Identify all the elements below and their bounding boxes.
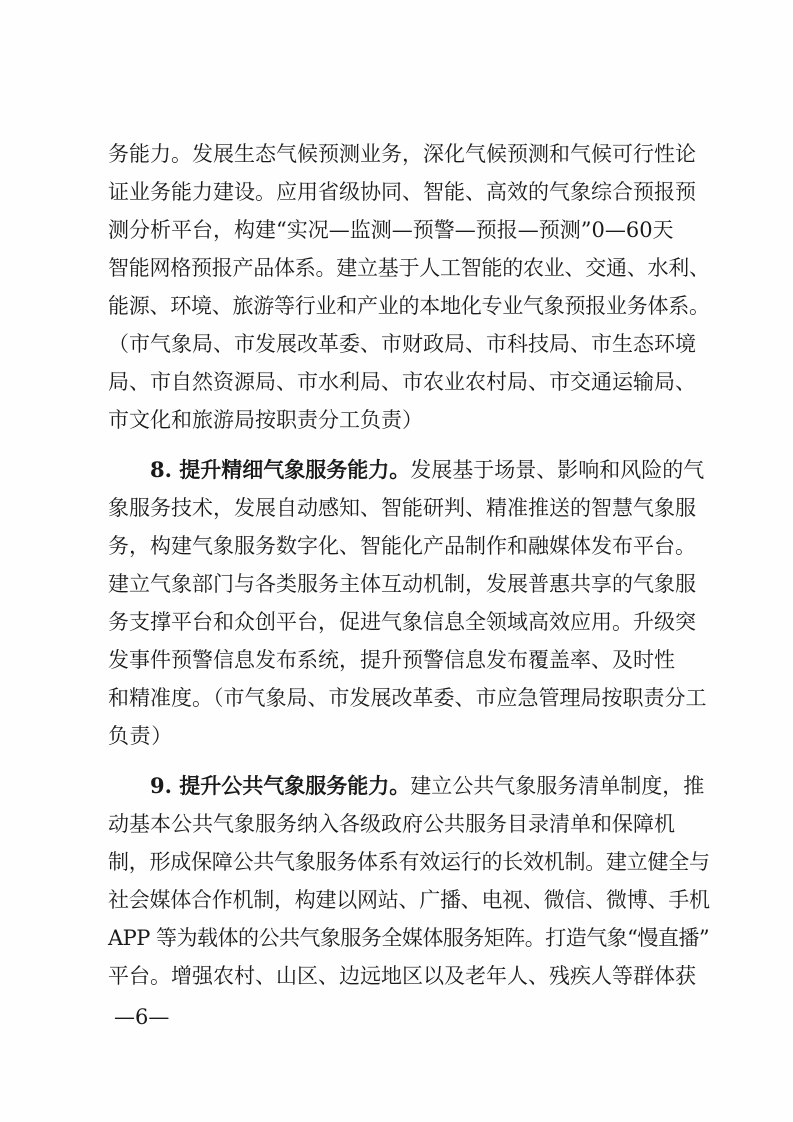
paragraph-line: 平台。增强农村、山区、边远地区以及老年人、残疾人等群体获 — [108, 964, 696, 988]
paragraph-line: 动基本公共气象服务纳入各级政府公共服务目录清单和保障机 — [108, 812, 675, 836]
section-8-heading: 8. 提升精细气象服务能力。 — [150, 457, 411, 482]
paragraph-line: 社会媒体合作机制，构建以网站、广播、电视、微信、微博、手机 — [108, 888, 710, 912]
page-number: —6— — [114, 1005, 170, 1029]
paragraph-line: 负责） — [108, 724, 173, 748]
paragraph-line: 务能力。发展生态气候预测业务，深化气候预测和气候可行性论 — [108, 142, 696, 166]
paragraph-line: 能源、环境、旅游等行业和产业的本地化专业气象预报业务体系。 — [108, 294, 710, 318]
paragraph-line: 和精准度。（市气象局、市发展改革委、市应急管理局按职责分工 — [108, 686, 707, 710]
paragraph-line: 局、市自然资源局、市水利局、市农业农村局、市交通运输局、 — [108, 370, 696, 394]
paragraph-line: 发事件预警信息发布系统，提升预警信息发布覆盖率、及时性 — [108, 648, 675, 672]
paragraph-line: 市文化和旅游局按职责分工负责） — [108, 408, 423, 432]
section-9-heading: 9. 提升公共气象服务能力。 — [150, 773, 411, 798]
paragraph-line: 建立气象部门与各类服务主体互动机制，发展普惠共享的气象服 — [108, 572, 696, 596]
paragraph-line: 务，构建气象服务数字化、智能化产品制作和融媒体发布平台。 — [108, 534, 696, 558]
paragraph-line: 象服务技术，发展自动感知、智能研判、精准推送的智慧气象服 — [108, 496, 696, 520]
section-9-first-line-text: 建立公共气象服务清单制度，推 — [410, 774, 705, 798]
paragraph-line: 务支撑平台和众创平台，促进气象信息全领域高效应用。升级突 — [108, 610, 696, 634]
paragraph-line: 制，形成保障公共气象服务体系有效运行的长效机制。建立健全与 — [108, 850, 710, 874]
paragraph-line: 测分析平台，构建“实况—监测—预警—预报—预测”0—60天 — [108, 218, 674, 242]
paragraph-line: 智能网格预报产品体系。建立基于人工智能的农业、交通、水利、 — [108, 256, 710, 280]
section-8-first-line — [150, 456, 710, 486]
paragraph-line: 证业务能力建设。应用省级协同、智能、高效的气象综合预报预 — [108, 180, 696, 204]
paragraph-line: APP 等为载体的公共气象服务全媒体服务矩阵。打造气象“慢直播” — [108, 926, 710, 950]
section-9-first-line — [150, 772, 710, 802]
paragraph-line: （市气象局、市发展改革委、市财政局、市科技局、市生态环境 — [108, 332, 696, 356]
section-8-first-line-text: 发展基于场景、影响和风险的气 — [410, 458, 705, 482]
